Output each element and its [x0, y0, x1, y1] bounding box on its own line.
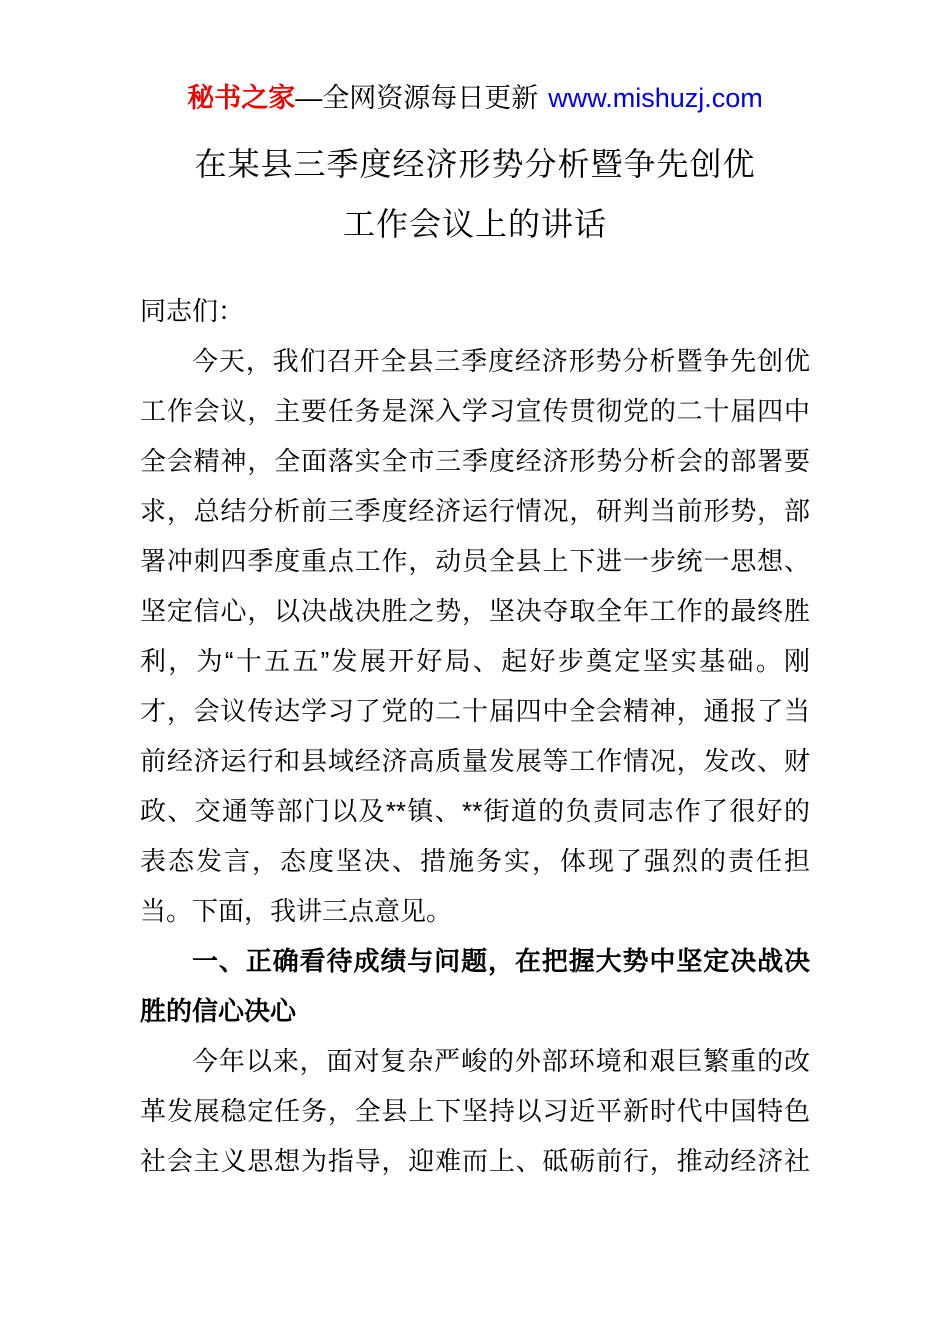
paragraph-line: 全会精神，全面落实全市三季度经济形势分析会的部署要: [140, 446, 810, 476]
site-header-line: [0, 0, 950, 118]
section-heading-line: 胜的信心决心: [140, 996, 297, 1026]
paragraph-line: 今天，我们召开全县三季度经济形势分析暨争先创优: [192, 346, 810, 376]
paragraph-line: 工作会议，主要任务是深入学习宣传贯彻党的二十届四中: [140, 396, 810, 426]
paragraph-line: 前经济运行和县域经济高质量发展等工作情况，发改、财: [140, 746, 810, 776]
paragraph-line: 表态发言，态度坚决、措施务实，体现了强烈的责任担: [140, 846, 810, 876]
paragraph-line: 社会主义思想为指导，迎难而上、砥砺前行，推动经济社: [140, 1146, 810, 1176]
salutation-line: 同志们：: [140, 296, 245, 326]
paragraph-line: 坚定信心，以决战决胜之势，坚决夺取全年工作的最终胜: [140, 596, 810, 626]
document-title-line1: 在某县三季度经济形势分析暨争先创优: [194, 146, 756, 182]
paragraph-line: 革发展稳定任务，全县上下坚持以习近平新时代中国特色: [140, 1096, 810, 1126]
paragraph-line: 署冲刺四季度重点工作，动员全县上下进一步统一思想、: [140, 546, 810, 576]
site-brand: 秘书之家: [187, 83, 296, 113]
site-url-link[interactable]: www.mishuzj.com: [548, 83, 763, 113]
paragraph-line: 政、交通等部门以及**镇、**街道的负责同志作了很好的: [140, 796, 810, 826]
document-body: [140, 286, 810, 1186]
paragraph-line: 才，会议传达学习了党的二十届四中全会精神，通报了当: [140, 696, 810, 726]
site-tagline: 全网资源每日更新: [322, 83, 539, 113]
document-title: [0, 134, 950, 254]
em-dash: —: [295, 83, 323, 113]
paragraph-line: 利，为“十五五”发展开好局、起好步奠定坚实基础。刚: [140, 646, 810, 676]
paragraph-line: 今年以来，面对复杂严峻的外部环境和艰巨繁重的改: [192, 1046, 810, 1076]
paragraph-line: 当。下面，我讲三点意见。: [140, 896, 453, 926]
section-heading-line: 一、正确看待成绩与问题，在把握大势中坚定决战决: [192, 946, 810, 976]
document-title-line2: 工作会议上的讲话: [342, 206, 607, 242]
paragraph-line: 求，总结分析前三季度经济运行情况，研判当前形势，部: [140, 496, 810, 526]
